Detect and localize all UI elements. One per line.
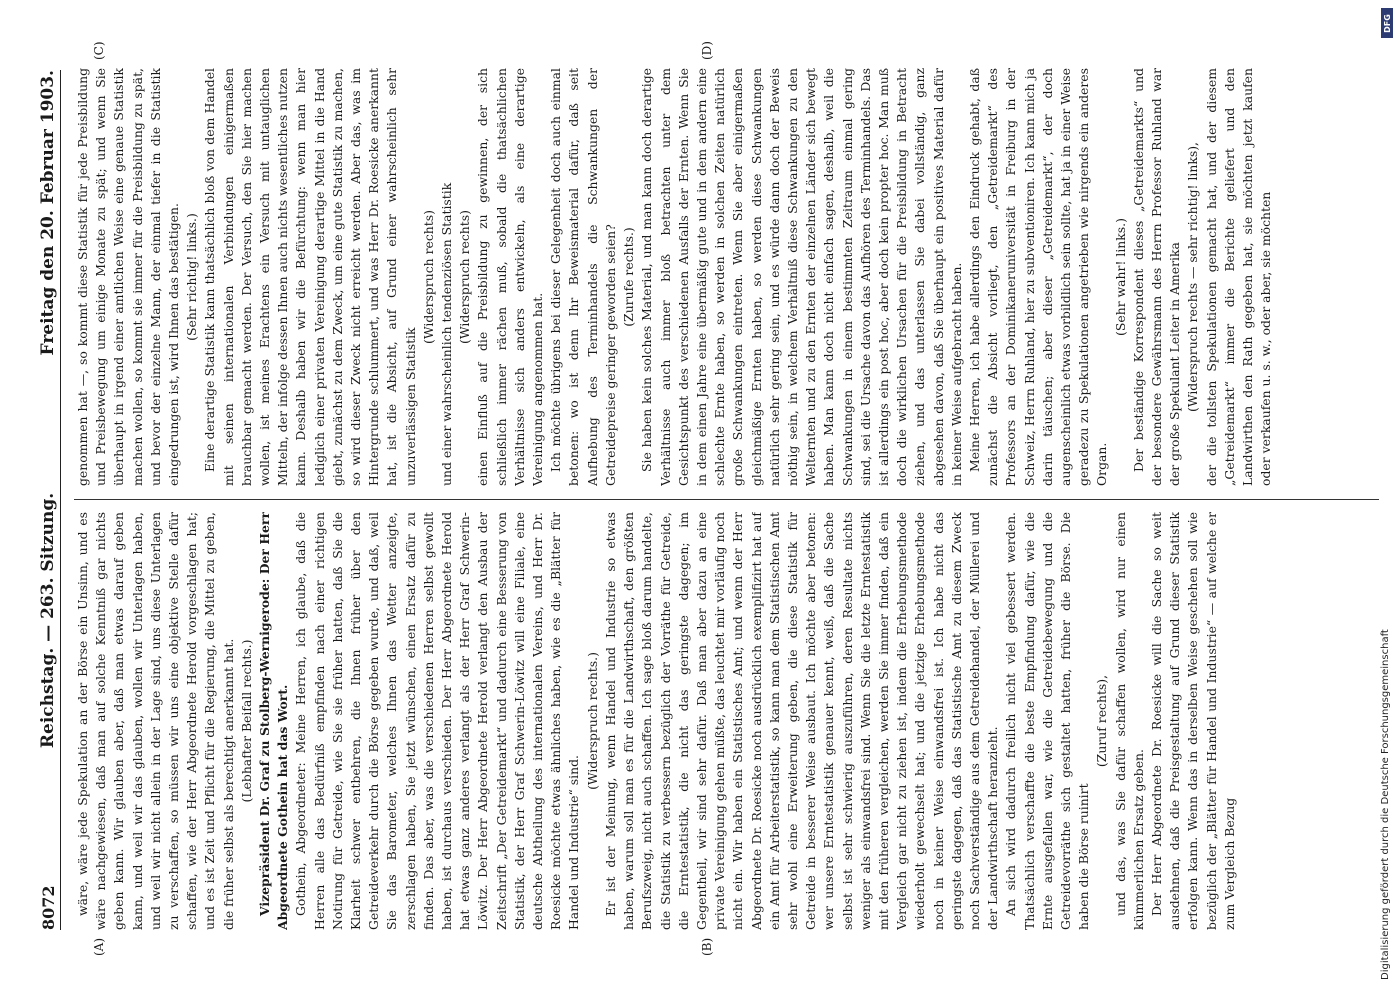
- page-number: 8072: [38, 885, 58, 930]
- paragraph: Gothein, Abgeordneter: Meine Herren, ich glaube, daß die Herren alle das Bedürfniß empfinden nach einer richtigen Notirung für Getreide, wie Sie sie früher hatten, daß Sie die Klarheit schwer entbehren, die Ihnen früher über den Getreideverkehr durch die Börse gegeben wurde, und daß, weil Sie das Barometer, welches Ihnen das Wetter anzeigte, zerschlagen haben, Sie jetzt wünschen, einen Ersatz dafür zu finden. Das aber, was die verschiedenen Herren selbst gewollt haben, ist durchaus verschieden. Der Herr Abgeordnete Herold hat etwas ganz anderes verlangt als der Herr Graf Schwerin-Löwitz. Der Herr Abgeordnete Herold verlangt den Ausbau der Zeitschrift „Der Getreidemarkt“ und dadurch eine Besserung von Statistik, der Herr Graf Schwerin-Löwitz will eine Filiale, eine deutsche Abtheilung des internationalen Vereins, und Herr Dr. Roesicke möchte etwas ähnliches haben, wie es die „Blätter für Handel und Industrie“ sind.: [293, 512, 582, 930]
- right-column: [74, 68, 1379, 486]
- margin-mark-d: (D): [700, 41, 714, 60]
- interjection: (Widerspruch rechts — sehr richtig! links),: [1185, 142, 1201, 413]
- dfg-logo: [1381, 8, 1393, 38]
- paragraph: Er ist der Meinung, wenn Handel und Industrie so etwas haben, warum soll man es für die Landwirthschaft, den größten Berufszweig, nicht auch schaffen. Ich sage bloß darum handelte, die Statistik zu verbessern bezüglich der Vorräthe für Getreide, die Erntestatistik, die nicht das geringste dagegen; im Gegentheil, wir sind sehr dafür. Daß man aber dazu an eine private Vereinigung gehen müßte, das leuchtet mir vorläufig noch nicht ein. Wir haben ein Statistisches Amt; und wenn der Herr Abgeordnete Dr. Roesicke noch ausdrücklich exemplifizirt hat auf ein Amt für Arbeiterstatistik, so kann man dem Statistischen Amt sehr wohl eine Erweiterung geben, die diese Statistik für Getreide in besserer Weise ausbaut. Ich möchte aber betonen: wer unsere Erntestatistik genauer kennt, weiß, daß die Sache selbst ist sehr schwierig auszuführen, deren Resultate nichts weniger als einwandsfrei sind. Wenn Sie die letzte Erntestatistik mit den früheren vergleichen, werden Sie immer finden, daß ein Vergleich gar nicht zu ziehen ist, indem die Erhebungsmethode wiederholt gewechselt hat; und die jetzige Erhebungsmethode noch in keiner Weise einwandsfrei ist. Ich habe nicht das geringste dagegen, daß das Statistische Amt zu diesem Zweck noch Sachverständige aus dem Getreidehandel, der Müllerei und der Landwirthschaft heranzieht.: [602, 512, 1001, 930]
- margin-mark-a: (A): [92, 937, 106, 956]
- interjection: (Widerspruch rechts): [420, 210, 436, 344]
- interjection: (Sehr wahr! links.): [1112, 218, 1128, 336]
- margin-mark-b: (B): [700, 937, 714, 956]
- paragraph: An sich wird dadurch freilich nicht viel gebessert werden. Thatsächlich verschaffte die beste Empfindung dafür, wie die Ernte ausgefallen war, wie die Getreidebewegung und die Getreidevorräthe sich gestaltet hatten, früher die Börse. Die haben die Börse ruinirt: [1003, 512, 1092, 930]
- interjection: (Lebhafter Beifall rechts.): [238, 639, 254, 803]
- paragraph: und das, was Sie dafür schaffen wollen, wird nur einen kümmerlichen Ersatz geben.: [1112, 512, 1146, 930]
- paragraph: Ich möchte übrigens bei dieser Gelegenheit doch auch einmal betonen: wo ist denn Ihr Beweismaterial dafür, daß seit Aufhebung des Terminhandels die Schwankungen der Getreidepreise geringer geworden seien?: [548, 68, 618, 486]
- interjection: (Widerspruch rechts.): [584, 652, 600, 790]
- interjection: (Zurufe rechts.): [621, 227, 637, 327]
- paragraph: Sie haben kein solches Material, und man kann doch derartige Verhältnisse auch immer bloß betrachten unter dem Gesichtspunkt des verschiedenen Ausfalls der Ernten. Wenn Sie in dem einen Jahre eine übermäßig gute und in dem andern eine schlechte Ernte haben, so werden in solchen Zeiten natürlich große Schwankungen eintreten. Wenn Sie aber einigermaßen gleichmäßige Ernten haben, so werden diese Schwankungen natürlich sehr gering sein, und es würde dann doch der Beweis nöthig sein, in welchem Verhältniß diese Schwankungen zu den Welternten und zu den Ernten der einzelnen Länder sich bewegt haben. Man kann doch nicht einfach sagen, deshalb, weil die Schwankungen in einem bestimmten Zeitraum einmal gering sind, sei die Ursache davon das Aufhören des Terminhandels. Das ist allerdings ein post hoc, aber doch kein propter hoc. Man muß doch die wirklichen Ursachen für die Preisbildung in Betracht ziehen, und das unterlassen Sie dabei vollständig, ganz abgesehen davon, daß Sie überhaupt ein positives Material dafür in keiner Weise aufgebracht haben.: [639, 68, 964, 486]
- paragraph: einen Einfluß auf die Preisbildung zu gewinnen, der sich schließlich immer rächen muß, sobald die thatsächlichen Verhältnisse sich anders entwickeln, als eine derartige Vereinigung angenommen hat.: [475, 68, 546, 486]
- session-title: Reichstag. — 263. Sitzung.: [38, 492, 58, 749]
- paragraph: Meine Herren, ich habe allerdings den Eindruck gehabt, daß zunächst die Absicht vorliegt, den „Getreidemarkt“ des Professors an der Dominikaneruniversität in Freiburg in der Schweiz, Herrn Ruhland, hier zu subventioniren. Ich kann mich ja darin täuschen; aber dieser „Getreidemarkt“, der doch augenscheinlich etwas vorbildlich sein sollte, hat ja in einer Weise geradezu zu Spekulationen angetrieben wie nirgends ein anderes Organ.: [966, 68, 1110, 486]
- margin-mark-c: (C): [92, 41, 106, 60]
- interjection: (Widerspruch rechts): [457, 210, 473, 344]
- paragraph: Der Herr Abgeordnete Dr. Roesicke will die Sache so weit ausdehnen, daß die Preisgestaltung auf Grund dieser Statistik erfolgen kann. Wenn das in derselben Weise geschehen soll wie bezüglich der „Blätter für Handel und Industrie“ — auf welche er zum Vergleich Bezug: [1148, 512, 1237, 930]
- paragraph: Der beständige Korrespondent dieses „Getreidemarkts“ und der besondere Gewährsmann des Herrn Professor Ruhland war der große Spekulant Leiter in Amerika: [1130, 68, 1183, 486]
- speaker-line: Vizepräsident Dr. Graf zu Stolberg-Wernigerode: Der Herr Abgeordnete Gothein hat das Wort.: [257, 512, 291, 930]
- paragraph: wäre, wäre jede Spekulation an der Börse ein Unsinn, und es wäre nachgewiesen, daß man auf solche Kenntniß gar nichts geben kann. Wir glauben aber, daß man etwas darauf geben kann, und weil wir das glauben, wollen wir Unterlagen haben, und weil wir nicht allein in der Lage sind, uns diese Unterlagen zu verschaffen, so müssen wir uns eine objektive Stelle dafür schaffen, wie der Herr Abgeordnete Herold vorgeschlagen hat; und es ist Zeit und Pflicht für die Regierung, die Mittel zu geben, die früher selbst als berechtigt anerkannt hat.: [75, 512, 236, 930]
- column-divider: [74, 499, 1379, 500]
- left-column: [74, 512, 1379, 930]
- dfg-logo-text: DFG: [1382, 13, 1392, 33]
- digitization-credit: Digitalisierung gefördert durch die Deutsche Forschungsgemeinschaft: [1380, 629, 1391, 980]
- interjection: (Zuruf rechts),: [1094, 674, 1110, 768]
- paragraph: und einer wahrscheinlich tendenziösen Statistik: [439, 182, 455, 486]
- session-date: Freitag den 20. Februar 1903.: [38, 70, 58, 356]
- interjection: (Sehr richtig! links.): [184, 213, 200, 341]
- paragraph: der die tollsten Spekulationen gemacht hat, und der diesem „Getreidemarkt“ immer die Berichte geliefert und den Landwirthen den Rath gegeben hat, sie möchten jetzt kaufen oder verkaufen u. s. w., oder aber, sie möchten: [1203, 68, 1274, 486]
- paragraph: Eine derartige Statistik kann thatsächlich bloß von dem Handel mit seinen internationalen Verbindungen einigermaßen brauchbar gemacht werden. Der Versuch, den Sie hier machen wollen, ist meines Erachtens ein Versuch mit untauglichen Mitteln, der infolge dessen Ihnen auch nichts wesentliches nutzen kann. Deshalb haben wir die Befürchtung: wenn man hier lediglich einer privaten Vereinigung derartige Mittel in die Hand giebt, zunächst zu dem Zweck, um eine gute Statistik zu machen, so wird dieser Zweck nicht erreicht werden. Aber das, was im Hintergrunde schlummert, und was Herr Dr. Roesicke anerkannt hat, ist die Absicht, auf Grund einer wahrscheinlich sehr unzuverlässigen Statistik: [202, 68, 418, 486]
- running-head: [36, 70, 61, 930]
- paragraph: genommen hat —, so kommt diese Statistik für jede Preisbildung und Preisbewegung um einige Monate zu spät; und wenn Sie überhaupt in irgend einer amtlichen Weise eine genaue Statistik machen wollen, so kommt sie immer für die Preisbildung zu spät, und bevor der einzelne Mann, der einmal tiefer in die Statistik eingedrungen ist, wird Ihnen das bestätigen.: [75, 68, 182, 486]
